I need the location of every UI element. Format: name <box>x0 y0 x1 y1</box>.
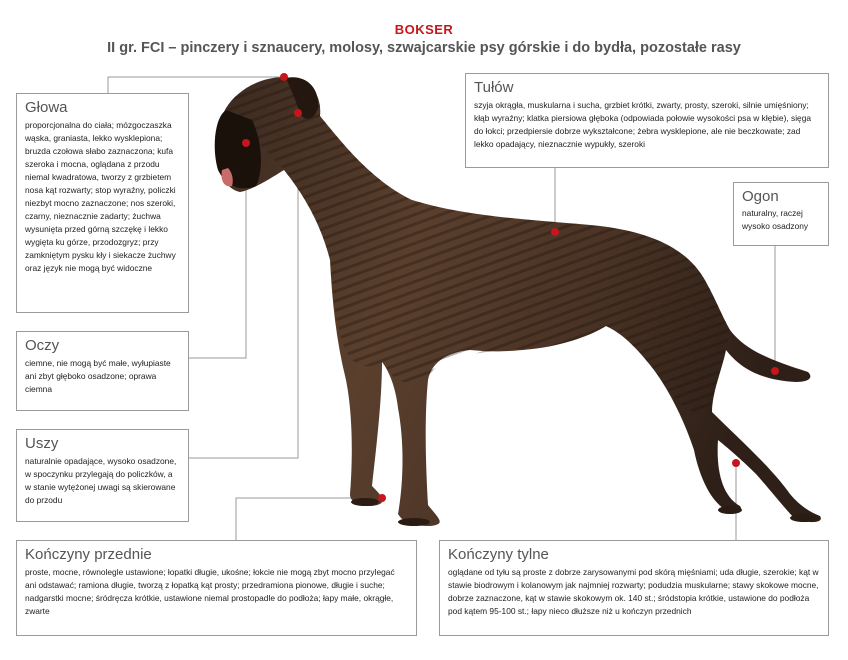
callout-ogon <box>733 182 829 246</box>
callout-heading: Głowa <box>25 99 68 116</box>
callout-heading: Kończyny tylne <box>448 546 549 563</box>
marker-body <box>551 228 559 236</box>
callout-text: naturalny, raczej wysoko osadzony <box>742 208 809 231</box>
callout-text: szyja okrągła, muskularna i sucha, grzbiet krótki, zwarty, prosty, szeroki, silnie umięśniony; kłąb wyraźny; klatka piersiowa głęboka (odpowiada połowie wysokości psa w kłębie), sięga do łokci; przedpiersie dobrze wykształcone; żebra wysklepione, ale nie beczkowate; zad lekko opadający, nieznacznie wypukły, szeroki <box>474 100 812 149</box>
callout-konczyny-tylne <box>439 540 829 636</box>
callout-text: ciemne, nie mogą być małe, wyłupiaste ani zbyt głęboko osadzone; oprawa ciemna <box>25 358 171 394</box>
callout-heading: Ogon <box>742 188 779 205</box>
callout-heading: Kończyny przednie <box>25 546 152 563</box>
callout-text: proste, mocne, równolegle ustawione; łopatki długie, ukośne; łokcie nie mogą zbyt mocno przylegać ani odstawać; ramiona długie, tworzą z łopatką kąt prosty; przedramiona pionowe, długie i suche; nadgarstki mocne; śródręcza krótkie, ustawione niemal prostopadle do podłoża; łapy małe, okrągłe, zwarte <box>25 567 395 616</box>
marker-head <box>280 73 288 81</box>
callout-text: proporcjonalna do ciała; mózgoczaszka wąska, graniasta, lekko wysklepiona; bruzda czołowa słabo zaznaczona; kufa szeroka i mocna, oglądana z przodu niemal kwadratowa, tworzy z grzbietem nosa kąt rozwarty; stop wyraźny, policzki niezbyt mocno zaznaczone; nos szeroki, czarny, nieznacznie zadarty; żuchwa wysunięta przed górną szczękę i lekko wygięta ku górze, przodozgryz; przy zamkniętym pysku kły i siekacze żuchwy oraz język nie mogą być widoczne <box>25 120 176 273</box>
callout-konczyny-przednie <box>16 540 417 636</box>
marker-eye <box>242 139 250 147</box>
marker-tail <box>771 367 779 375</box>
marker-front-leg <box>378 494 386 502</box>
page-subtitle: II gr. FCI – pinczery i sznaucery, molosy, szwajcarskie psy górskie i do bydła, pozostałe rasy <box>107 40 741 56</box>
callout-heading: Tułów <box>474 79 514 96</box>
page-title: BOKSER <box>394 22 454 37</box>
callout-tulow <box>465 73 829 168</box>
callout-text: naturalnie opadające, wysoko osadzone, w spoczynku przylegają do policzków, a w stanie wytężonej uwagi są skierowane do przodu <box>25 456 177 505</box>
callout-uszy <box>16 429 189 522</box>
marker-hind-leg <box>732 459 740 467</box>
callout-heading: Oczy <box>25 337 60 354</box>
callout-text: oglądane od tyłu są proste z dobrze zarysowanymi pod skórą mięśniami; uda długie, szerokie; kąt w stawie biodrowym i kolanowym jak najmniej rozwarty; podudzia muskularne; stawy skokowe mocne, dobrze zaznaczone, kąt w stawie skokowym ok. 140 st.; śródstopia krótkie, ustawione do podłoża pod kątem 95-100 st.; łapy nieco dłuższe niż u kończyn przednich <box>448 567 819 616</box>
callout-oczy <box>16 331 189 411</box>
callout-glowa <box>16 93 189 313</box>
callout-heading: Uszy <box>25 435 59 452</box>
marker-ear <box>294 109 302 117</box>
